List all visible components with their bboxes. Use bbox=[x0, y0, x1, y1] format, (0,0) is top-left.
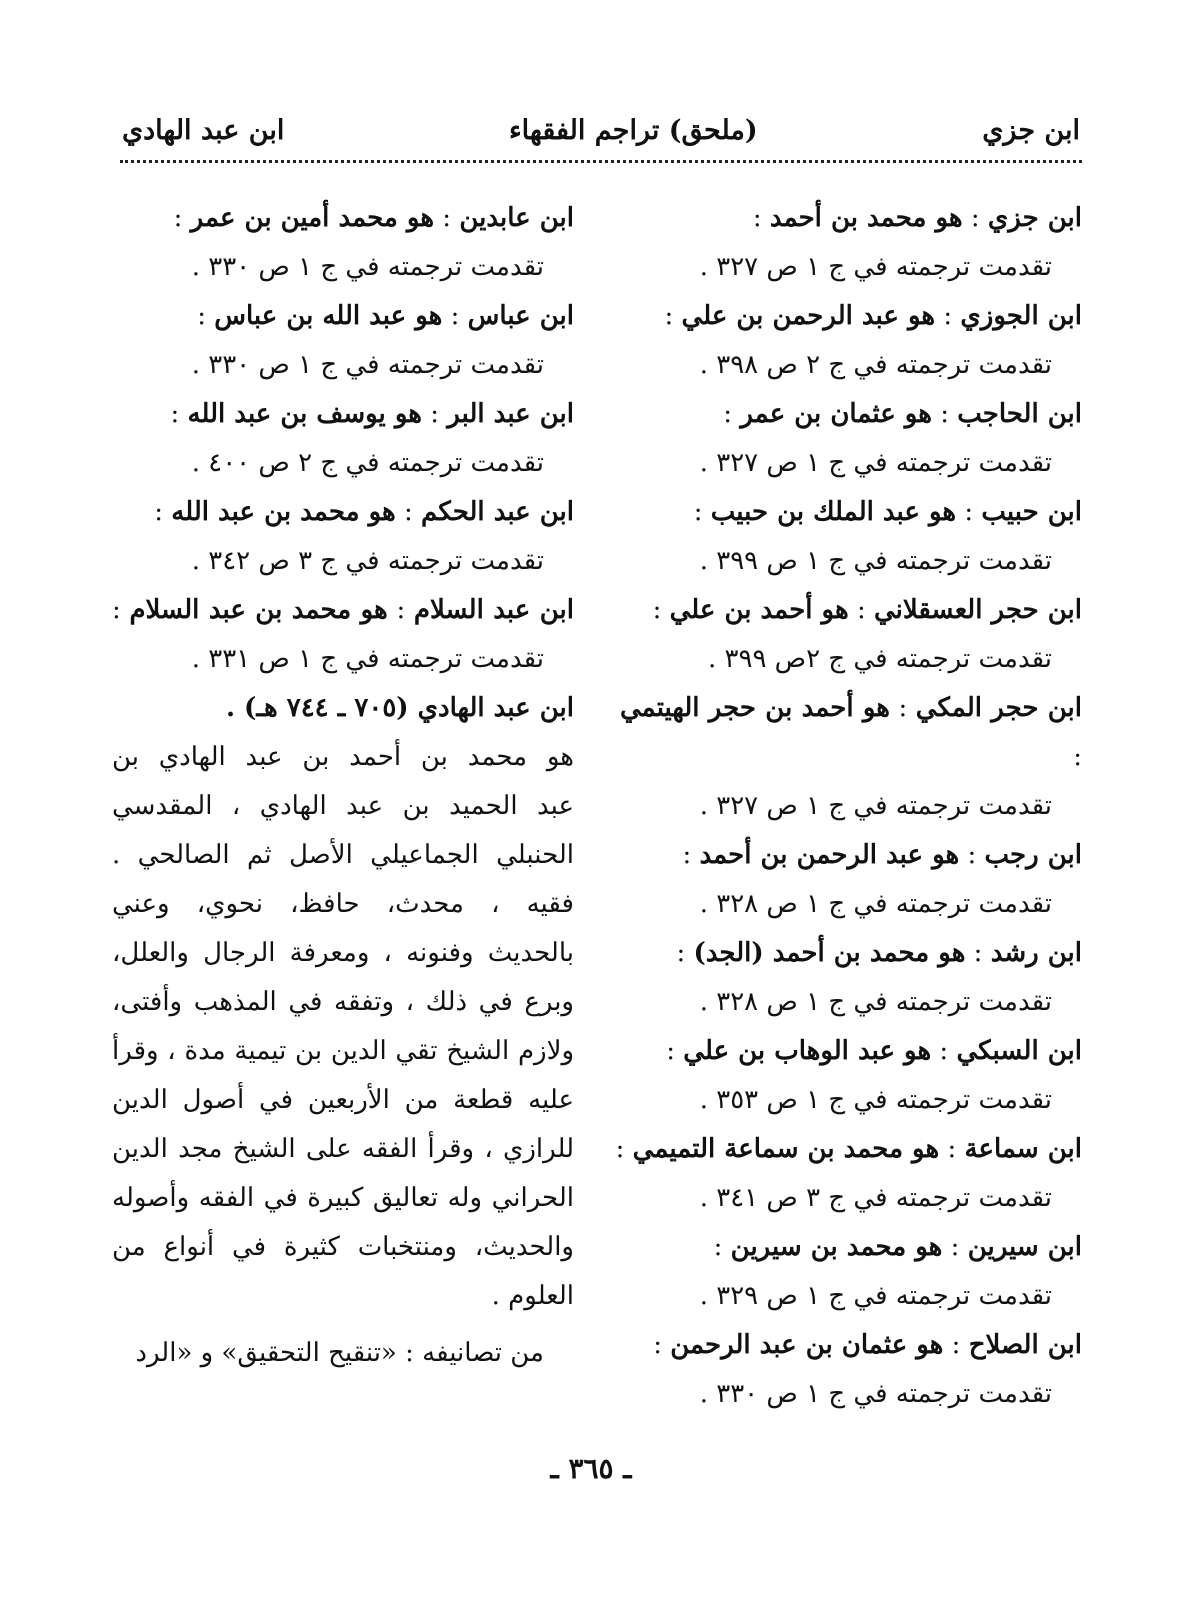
entry-name: ابن رشد bbox=[990, 938, 1082, 968]
entry-reference: تقدمت ترجمته في ج ١ ص ٣٢٨ . bbox=[699, 987, 1052, 1017]
biography-line: للرازي ، وقرأ الفقه على الشيخ مجد الدين bbox=[112, 1134, 574, 1164]
entry-identity: هو عبد الرحمن بن أحمد bbox=[699, 840, 960, 870]
entry bbox=[620, 292, 1082, 390]
entry-heading: ابن حجر العسقلاني : هو أحمد بن علي : bbox=[652, 595, 1082, 625]
entry-name: ابن الحاجب bbox=[957, 399, 1082, 429]
entry-identity: هو محمد بن عبد السلام bbox=[129, 595, 388, 625]
entry-reference: تقدمت ترجمته في ج ٢ ص ٣٩٨ . bbox=[699, 350, 1052, 380]
entry-identity: هو أحمد بن علي bbox=[669, 595, 849, 625]
entry-heading: ابن السبكي : هو عبد الوهاب بن علي : bbox=[666, 1036, 1082, 1066]
entry-reference: تقدمت ترجمته في ج ٣ ص ٣٤١ . bbox=[699, 1183, 1052, 1213]
entry-heading: ابن عبد السلام : هو محمد بن عبد السلام : bbox=[112, 595, 574, 625]
entry-reference: تقدمت ترجمته في ج ١ ص ٣٣٠ . bbox=[191, 350, 544, 380]
entry-heading: ابن عبد الحكم : هو محمد بن عبد الله : bbox=[154, 497, 574, 527]
entry-reference: تقدمت ترجمته في ج ١ ص ٣٢٧ . bbox=[699, 252, 1052, 282]
entry-reference: تقدمت ترجمته في ج ١ ص ٣٢٨ . bbox=[699, 889, 1052, 919]
entry bbox=[620, 1223, 1082, 1321]
header-left-keyword: ابن عبد الهادي bbox=[122, 114, 285, 146]
header-right-keyword: ابن جزي bbox=[982, 114, 1080, 146]
biography-line: فقيه ، محدث، حافظ، نحوي، وعني bbox=[112, 889, 574, 919]
entry-reference: تقدمت ترجمته في ج ١ ص ٣٣٠ . bbox=[191, 252, 544, 282]
entry-heading: ابن الجوزي : هو عبد الرحمن بن علي : bbox=[664, 301, 1082, 331]
entry-name: ابن حجر العسقلاني bbox=[873, 595, 1082, 625]
biography-line: والحديث، ومنتخبات كثيرة في أنواع من bbox=[112, 1232, 574, 1262]
entry-reference: تقدمت ترجمته في ج ١ ص ٣٢٧ . bbox=[699, 448, 1052, 478]
entry-identity: هو محمد بن أحمد (الجد) bbox=[693, 938, 966, 968]
right-column bbox=[615, 194, 1083, 1419]
entry-identity: هو يوسف بن عبد الله bbox=[187, 399, 422, 429]
entry-heading: ابن رشد : هو محمد بن أحمد (الجد) : bbox=[676, 938, 1082, 968]
entry bbox=[620, 586, 1082, 684]
entry-name: ابن حجر المكي bbox=[915, 693, 1083, 723]
entry-identity: هو عثمان بن عبد الرحمن bbox=[670, 1330, 944, 1360]
entry bbox=[620, 194, 1082, 292]
entry-name: ابن رجب bbox=[984, 840, 1082, 870]
entry bbox=[620, 831, 1082, 929]
entry-identity: هو عبد الرحمن بن علي bbox=[681, 301, 936, 331]
entry-identity: هو محمد بن أحمد bbox=[769, 203, 963, 233]
header-dotted-rule bbox=[120, 160, 1082, 163]
biography-line: الحراني وله تعاليق كبيرة في الفقه وأصوله bbox=[112, 1183, 574, 1213]
entry-identity: هو عبد الوهاب بن علي bbox=[683, 1036, 932, 1066]
biography-line: العلوم . bbox=[491, 1281, 574, 1311]
entry-identity: هو عبد الله بن عباس bbox=[214, 301, 443, 331]
entry-reference: تقدمت ترجمته في ج ٢ص ٣٩٩ . bbox=[707, 644, 1052, 674]
entry-heading: ابن الصلاح : هو عثمان بن عبد الرحمن : bbox=[653, 1330, 1082, 1360]
entry-heading: ابن جزي : هو محمد بن أحمد : bbox=[752, 203, 1082, 233]
entry bbox=[112, 292, 574, 390]
biography-line: عليه قطعة من الأربعين في أصول الدين bbox=[112, 1085, 574, 1115]
entry-heading: ابن حبيب : هو عبد الملك بن حبيب : bbox=[693, 497, 1082, 527]
entry-name: ابن الصلاح bbox=[968, 1330, 1082, 1360]
biography-line: عبد الحميد بن عبد الهادي ، المقدسي bbox=[112, 791, 574, 821]
entry-identity: هو محمد بن عبد الله bbox=[171, 497, 396, 527]
entry bbox=[620, 1027, 1082, 1125]
entry-name: ابن عباس bbox=[467, 301, 574, 331]
biography-heading: ابن عبد الهادي (٧٠٥ ـ ٧٤٤ هـ) . bbox=[225, 693, 574, 723]
entry-identity: هو أحمد بن حجر الهيتمي bbox=[620, 693, 891, 723]
biography-line: ولازم الشيخ تقي الدين بن تيمية مدة ، وقرأ bbox=[112, 1036, 574, 1066]
entry-name: ابن عبد السلام bbox=[413, 595, 574, 625]
entry-identity: هو محمد أمين بن عمر bbox=[190, 203, 435, 233]
entry bbox=[620, 390, 1082, 488]
header-section-title: (ملحق) تراجم الفقهاء bbox=[508, 114, 758, 146]
entry-reference: تقدمت ترجمته في ج ١ ص ٣٥٣ . bbox=[699, 1085, 1052, 1115]
biography-line: وبرع في ذلك ، وتفقه في المذهب وأفتى، bbox=[112, 987, 574, 1017]
entry bbox=[620, 929, 1082, 1027]
left-column bbox=[112, 194, 574, 1378]
entry-name: ابن عبد البر bbox=[447, 399, 574, 429]
entry bbox=[112, 586, 574, 684]
entry-name: ابن سماعة bbox=[964, 1134, 1082, 1164]
entry bbox=[112, 488, 574, 586]
entry-heading: ابن عبد البر : هو يوسف بن عبد الله : bbox=[170, 399, 574, 429]
biography-line: الحنبلي الجماعيلي الأصل ثم الصالحي . bbox=[112, 840, 574, 870]
entry bbox=[620, 684, 1082, 831]
entry-heading: ابن عابدين : هو محمد أمين بن عمر : bbox=[173, 203, 574, 233]
entry-name: ابن سيرين bbox=[967, 1232, 1082, 1262]
entry-name: ابن الجوزي bbox=[960, 301, 1082, 331]
entry bbox=[112, 390, 574, 488]
entry-heading: ابن رجب : هو عبد الرحمن بن أحمد : bbox=[682, 840, 1082, 870]
entry-reference: تقدمت ترجمته في ج ١ ص ٣٩٩ . bbox=[699, 546, 1052, 576]
entry-heading: ابن الحاجب : هو عثمان بن عمر : bbox=[723, 399, 1082, 429]
entry-name: ابن جزي bbox=[987, 203, 1082, 233]
entry-name: ابن السبكي bbox=[956, 1036, 1082, 1066]
entry bbox=[112, 194, 574, 292]
entry-heading: ابن سماعة : هو محمد بن سماعة التميمي : bbox=[615, 1134, 1082, 1164]
running-header bbox=[122, 108, 1080, 152]
entry bbox=[620, 1321, 1082, 1419]
page-number: ـ ٣٦٥ ـ bbox=[550, 1452, 632, 1485]
biography-line: هو محمد بن أحمد بن عبد الهادي بن bbox=[112, 742, 574, 772]
entry-name: ابن عبد الحكم bbox=[421, 497, 574, 527]
entry-reference: تقدمت ترجمته في ج ١ ص ٣٣٠ . bbox=[699, 1379, 1052, 1409]
entry-reference: تقدمت ترجمته في ج ٣ ص ٣٤٢ . bbox=[191, 546, 544, 576]
entry bbox=[615, 1125, 1082, 1223]
entry-heading: ابن سيرين : هو محمد بن سيرين : bbox=[713, 1232, 1082, 1262]
entry-identity: هو محمد بن سماعة التميمي bbox=[632, 1134, 940, 1164]
works-line: من تصانيفه : «تنقيح التحقيق» و «الرد bbox=[135, 1338, 544, 1368]
biography-entry bbox=[112, 684, 574, 1378]
entry bbox=[620, 488, 1082, 586]
entry-name: ابن حبيب bbox=[981, 497, 1082, 527]
entry-heading: ابن عباس : هو عبد الله بن عباس : bbox=[197, 301, 574, 331]
entry-reference: تقدمت ترجمته في ج ١ ص ٣٢٩ . bbox=[699, 1281, 1052, 1311]
entry-reference: تقدمت ترجمته في ج ٢ ص ٤٠٠ . bbox=[191, 448, 544, 478]
entry-identity: هو عبد الملك بن حبيب bbox=[710, 497, 957, 527]
entry-reference: تقدمت ترجمته في ج ١ ص ٣٣١ . bbox=[191, 644, 544, 674]
entry-reference: تقدمت ترجمته في ج ١ ص ٣٢٧ . bbox=[699, 791, 1052, 821]
entry-name: ابن عابدين bbox=[459, 203, 574, 233]
entry-identity: هو عثمان بن عمر bbox=[740, 399, 932, 429]
entry-identity: هو محمد بن سيرين bbox=[730, 1232, 943, 1262]
entry-heading: ابن حجر المكي : هو أحمد بن حجر الهيتمي : bbox=[620, 693, 1083, 772]
biography-line: بالحديث وفنونه ، ومعرفة الرجال والعلل، bbox=[112, 938, 574, 968]
